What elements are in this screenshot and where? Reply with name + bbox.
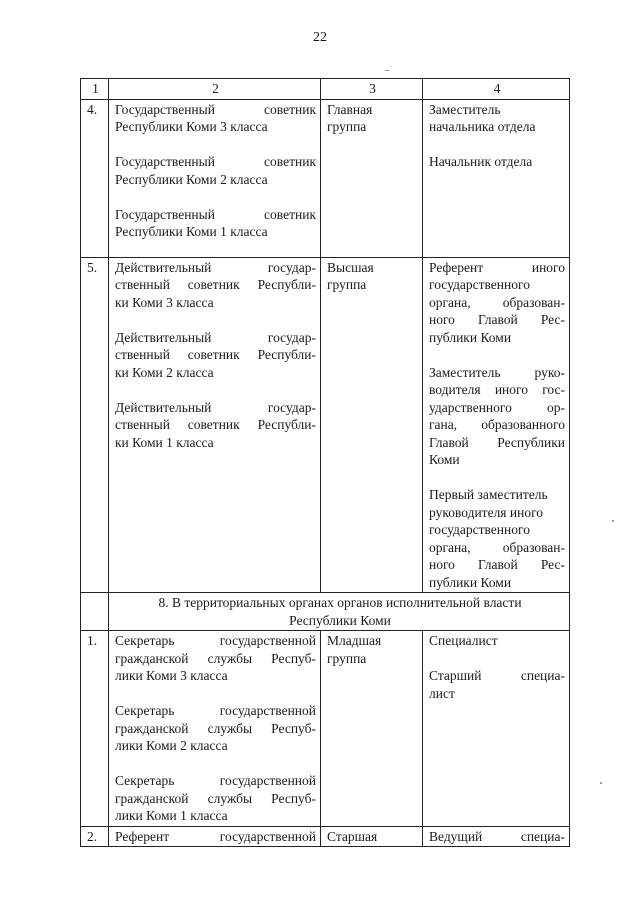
section-heading-line: 8. В территориальных органах органов исполнительной власти	[158, 595, 522, 610]
section-heading	[109, 593, 570, 631]
position-line: руководителя иного	[429, 504, 544, 520]
rank-title	[115, 772, 316, 825]
table-row	[81, 257, 570, 593]
rank-titles-cell	[109, 99, 321, 257]
position-line: Коми	[429, 452, 460, 467]
position-line: гана, образованного	[429, 417, 565, 432]
position-line: публики Коми	[429, 329, 512, 345]
row-number: 4.	[81, 99, 109, 257]
position	[429, 364, 565, 469]
positions-cell	[423, 257, 570, 593]
rank-titles-cell	[109, 631, 321, 827]
rank-title-line: Действительный государ-	[115, 259, 316, 275]
position-line: лист	[429, 685, 455, 701]
rank-titles-cell	[109, 257, 321, 593]
header-cell-3: 3	[321, 79, 423, 100]
rank-title	[115, 101, 316, 136]
position-line: Старший специа-	[429, 668, 565, 683]
rank-title-line: ственный советник Республи-	[115, 347, 316, 362]
position	[429, 153, 565, 171]
rank-title	[115, 206, 316, 241]
rank-title	[115, 702, 316, 755]
group-line: Высшая	[327, 259, 374, 275]
header-cell-2: 2	[109, 79, 321, 100]
position	[429, 101, 565, 136]
group-cell	[321, 99, 423, 257]
position	[429, 486, 565, 591]
rank-title-line: Действительный государ-	[115, 329, 316, 345]
group-cell	[321, 257, 423, 593]
group-line: Младшая	[327, 633, 382, 648]
rank-title-line: ки Коми 1 класса	[115, 434, 214, 450]
position-line: Заместитель	[429, 101, 501, 117]
positions-cell	[423, 631, 570, 827]
rank-title	[115, 153, 316, 188]
position	[429, 632, 565, 650]
header-cell-4: 4	[423, 79, 570, 100]
rank-title-line: Секретарь государственной	[115, 703, 316, 718]
row-number: 1.	[81, 631, 109, 827]
position-line: Заместитель руко-	[429, 364, 565, 380]
group-line: группа	[327, 650, 367, 666]
position-line: Первый заместитель	[429, 487, 548, 502]
position-line: водителя иного гос-	[429, 382, 565, 397]
rank-title-line: ственный советник Республи-	[115, 417, 316, 432]
rank-title-line: гражданской службы Респуб-	[115, 790, 316, 806]
rank-title-line: ки Коми 2 класса	[115, 364, 214, 380]
rank-titles-cell	[109, 826, 321, 847]
row-number: 2.	[81, 826, 109, 847]
group-line: Главная	[327, 101, 373, 117]
position-line: Ведущий специа-	[429, 828, 565, 844]
rank-title-line: Государственный советник	[115, 154, 316, 169]
rank-title-line: Республики Коми 3 класса	[115, 119, 268, 134]
section-row	[81, 593, 570, 631]
document-table	[80, 78, 570, 847]
position-line: государственного	[429, 522, 530, 537]
rank-title-line: Действительный государ-	[115, 399, 316, 415]
position-line: публики Коми	[429, 574, 512, 590]
rank-title	[115, 632, 316, 685]
position-line: ного Главой Рес-	[429, 557, 565, 572]
position-line: Главой Республики	[429, 434, 565, 450]
group-line: группа	[327, 119, 367, 134]
table-row	[81, 826, 570, 847]
rank-title-line: Государственный советник	[115, 101, 316, 117]
position-line: начальника отдела	[429, 119, 536, 134]
group-cell	[321, 826, 423, 847]
position	[429, 667, 565, 702]
rank-title-line: Республики Коми 1 класса	[115, 224, 268, 239]
section-number-cell	[81, 593, 109, 631]
scan-speck	[600, 782, 602, 784]
scan-speck	[612, 520, 614, 522]
rank-title	[115, 329, 316, 382]
position-line: Специалист	[429, 633, 498, 648]
table-row	[81, 631, 570, 827]
position-line: государственного	[429, 277, 530, 292]
position-line: органа, образован-	[429, 294, 565, 310]
position-line: ного Главой Рес-	[429, 312, 565, 327]
rank-title-line: ки Коми 3 класса	[115, 294, 214, 310]
position-line: органа, образован-	[429, 539, 565, 555]
position	[429, 259, 565, 347]
group-line: группа	[327, 277, 367, 292]
rank-title-line: лики Коми 2 класса	[115, 738, 228, 753]
position-line: Референт иного	[429, 259, 565, 275]
scan-speck	[385, 70, 389, 71]
section-heading-line: Республики Коми	[289, 612, 391, 628]
rank-title-line: гражданской службы Респуб-	[115, 720, 316, 736]
position-line: ударственного ор-	[429, 399, 565, 415]
rank-title-line: Секретарь государственной	[115, 633, 316, 648]
rank-title-line: лики Коми 1 класса	[115, 808, 228, 823]
rank-title-line: ственный советник Республи-	[115, 277, 316, 292]
page-number: 22	[313, 30, 327, 45]
rank-title	[115, 259, 316, 312]
group-line: Старшая	[327, 828, 378, 844]
rank-title-line: Республики Коми 2 класса	[115, 171, 268, 187]
header-cell-1: 1	[81, 79, 109, 100]
row-number: 5.	[81, 257, 109, 593]
positions-cell	[423, 99, 570, 257]
table-row	[81, 99, 570, 257]
rank-title-line: гражданской службы Респуб-	[115, 650, 316, 666]
rank-title-line: Государственный советник	[115, 206, 316, 222]
rank-title	[115, 399, 316, 452]
rank-title-line: Секретарь государственной	[115, 773, 316, 788]
position-line: Начальник отдела	[429, 154, 533, 169]
positions-cell	[423, 826, 570, 847]
rank-title-line: Референт государственной	[115, 828, 316, 844]
rank-title-line: лики Коми 3 класса	[115, 668, 228, 683]
group-cell	[321, 631, 423, 827]
table-header-row	[81, 79, 570, 100]
